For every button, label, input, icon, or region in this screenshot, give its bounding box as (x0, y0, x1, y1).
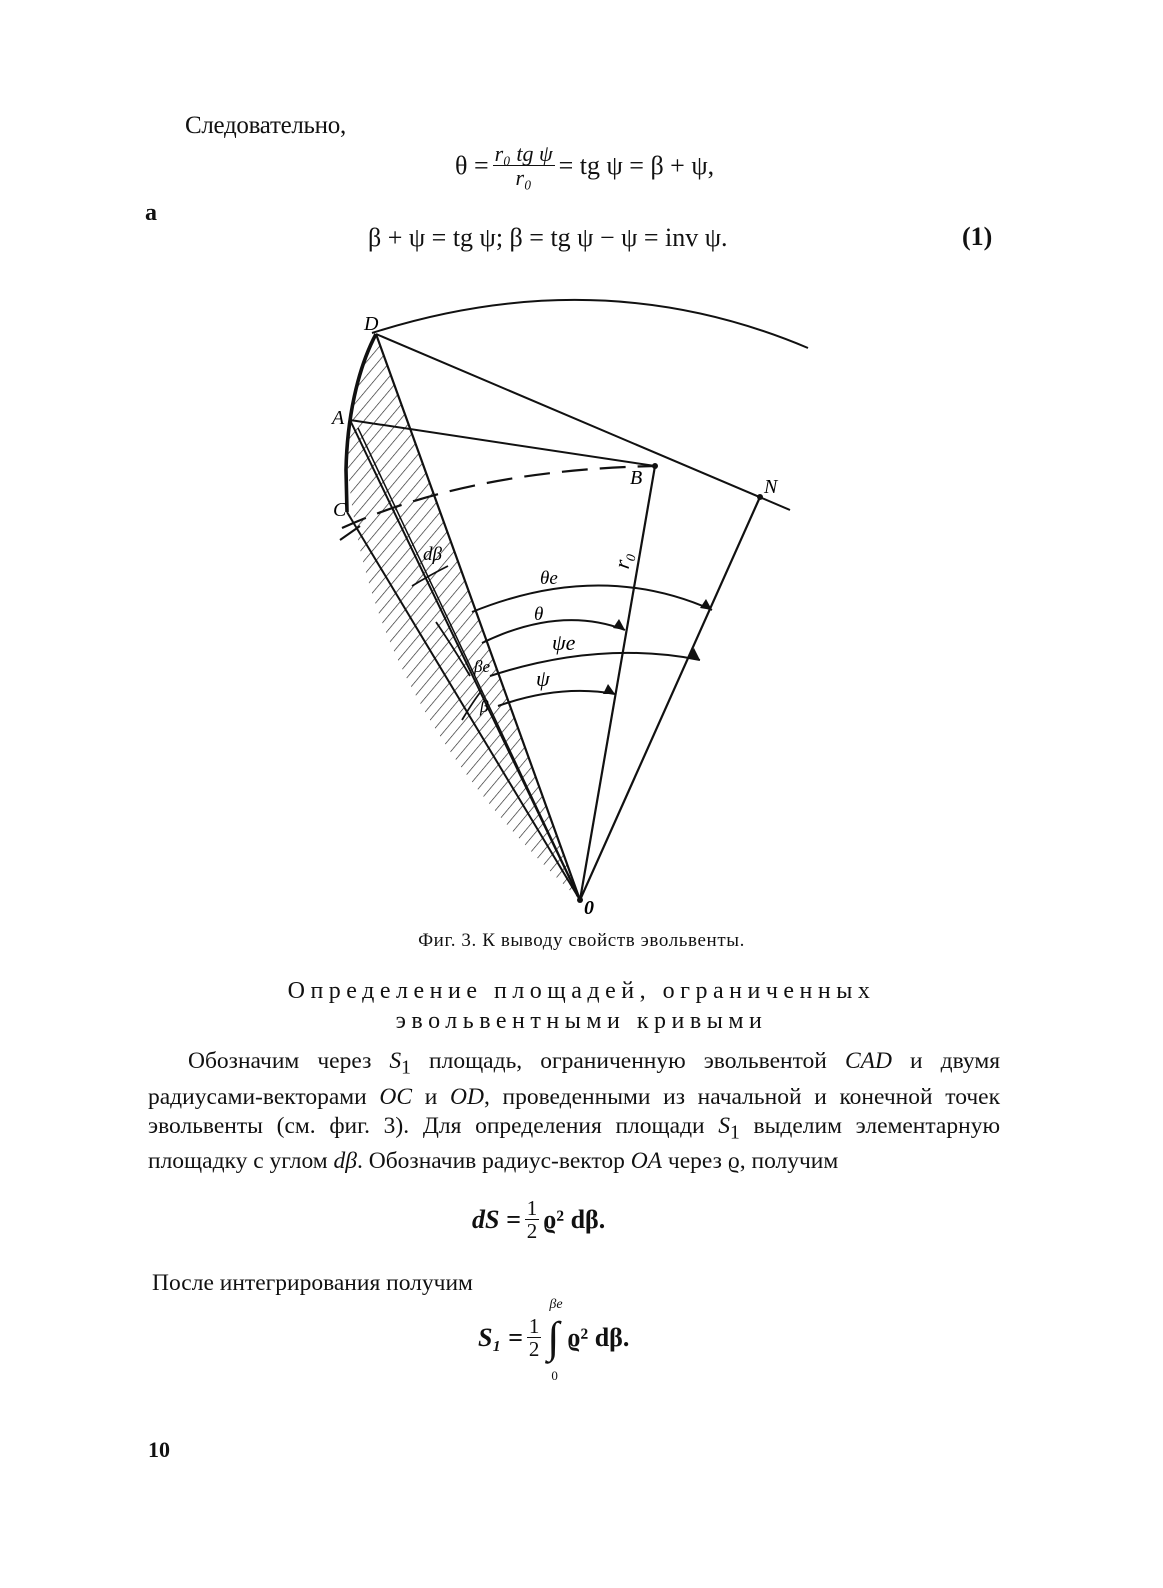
para-text-6: выделим элементарную площадку с углом (148, 1112, 1000, 1175)
label-psi-e: ψe (552, 630, 576, 655)
after-integration-text: После интегрирования получим (152, 1270, 473, 1296)
equation-s1-integral (478, 1297, 630, 1384)
eq3-numerator: 1 (526, 1196, 538, 1220)
equation-ds (472, 1197, 605, 1243)
conjunction-a: a (145, 200, 157, 226)
symbol-oc: OC (379, 1083, 413, 1110)
eq1-denominator: r₀ (515, 165, 532, 191)
page-number: 10 (148, 1437, 170, 1462)
eq4-rhs: ϱ² dβ. (567, 1323, 630, 1353)
eq1-lhs: θ = (455, 151, 489, 181)
hatched-area (347, 334, 580, 900)
section-heading-line-2: эвольвентными кривыми (395, 1008, 768, 1034)
arc-psi (498, 691, 615, 706)
eq4-denominator: 2 (528, 1337, 540, 1362)
point-B (652, 463, 658, 469)
radius-OA (350, 420, 580, 900)
para-text-8: через ϱ, получим (662, 1148, 839, 1175)
para-text-2: площадь, ограниченную эвольвентой (410, 1048, 845, 1074)
eq4-lhs: S₁ = (478, 1323, 523, 1353)
arrow-theta (613, 619, 625, 630)
eq1-rhs: = tg ψ = β + ψ, (558, 151, 715, 181)
equation-number: (1) (962, 222, 993, 251)
label-N: N (764, 476, 778, 498)
label-B: B (630, 467, 643, 489)
para-text-4: и (412, 1083, 450, 1110)
body-paragraph (148, 1047, 1000, 1176)
label-beta: β (480, 697, 489, 716)
label-theta-e: θe (540, 568, 558, 589)
point-N (757, 494, 763, 500)
label-dbeta: dβ (423, 544, 442, 565)
label-beta-e: βe (474, 657, 491, 676)
arrow-psi (603, 684, 615, 694)
para-text-3: и двумя радиусами-векторами (148, 1048, 1001, 1110)
radius-OB (580, 466, 655, 900)
eq3-rhs: ϱ² dβ. (543, 1205, 606, 1235)
para-text-5: , проведенными из начальной и конечной точек эвольвенты (см. фиг. 3). Для определения площади (148, 1083, 1001, 1139)
eq3-denominator: 2 (526, 1219, 538, 1244)
arc-psi-e (490, 653, 700, 676)
label-C: C (333, 499, 347, 521)
symbol-cad: CAD (844, 1048, 892, 1074)
arc-theta-e (472, 585, 712, 612)
symbol-oa: OA (630, 1148, 663, 1175)
label-D: D (364, 313, 379, 335)
arrow-theta-e (700, 599, 712, 610)
symbol-dbeta: dβ (333, 1148, 357, 1175)
integral-upper-limit: βe (549, 1297, 563, 1313)
symbol-s1-second: S (718, 1112, 731, 1139)
integral-sign: ∫ βe 0 (547, 1297, 563, 1384)
label-O: 0 (584, 897, 594, 919)
eq3-lhs: dS = (472, 1205, 521, 1235)
equation-inv: β + ψ = tg ψ; β = tg ψ − ψ = inv ψ. (368, 223, 728, 252)
eq1-numerator: r₀ tg ψ (494, 141, 553, 166)
integral-lower-limit: 0 (551, 1368, 558, 1384)
lead-word: Следовательно, (185, 112, 346, 139)
line-DN (376, 334, 790, 510)
para-text-1: Обозначим через (188, 1048, 390, 1074)
radius-ON (580, 497, 760, 900)
label-A: A (332, 407, 345, 429)
eq3-fraction (525, 1197, 540, 1243)
symbol-s1-second-sub: 1 (730, 1122, 740, 1144)
symbol-s1-sub: 1 (401, 1057, 411, 1079)
symbol-od: OD (450, 1083, 484, 1110)
outer-arc (372, 300, 808, 348)
point-O (577, 897, 583, 903)
label-psi: ψ (536, 666, 550, 691)
symbol-s1: S (389, 1048, 402, 1074)
para-text-7: . Обозначив радиус-вектор (357, 1148, 631, 1175)
figure-caption: Фиг. 3. К выводу свойств эвольвенты. (418, 930, 745, 951)
eq4-fraction (527, 1315, 542, 1361)
label-theta: θ (534, 604, 544, 625)
label-r0: r₀ (608, 550, 637, 571)
section-heading-line-1: Определение площадей, ограниченных (287, 978, 876, 1004)
eq4-numerator: 1 (528, 1314, 540, 1338)
